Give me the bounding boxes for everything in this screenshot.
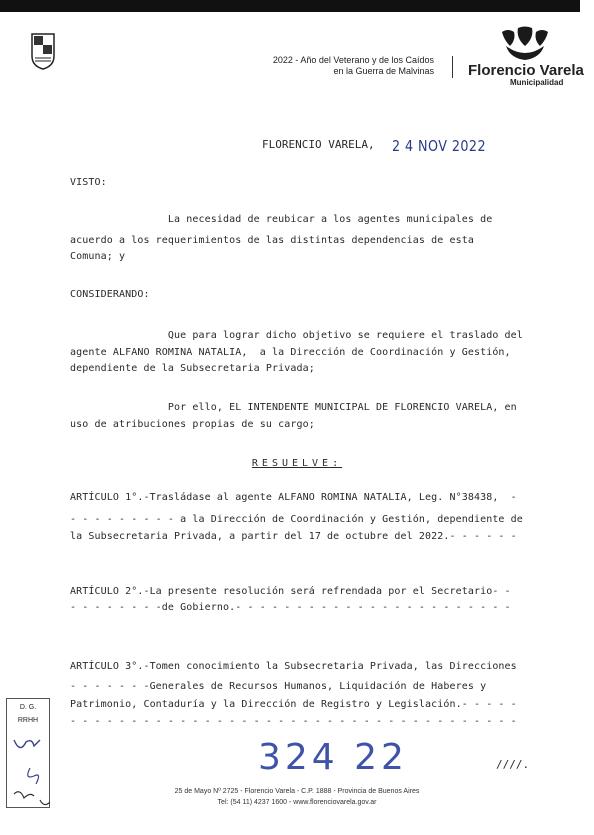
article-1-line-3: la Subsecretaria Privada, a partir del 17 de octubre del 2022.- - - - - - <box>70 531 517 542</box>
rrhh-stamp-label-1: D. G. <box>19 704 37 711</box>
por-ello-line-2: uso de atribuciones propias de su cargo; <box>70 419 315 430</box>
municipal-crest-icon <box>30 30 56 70</box>
article-3-line-4: - - - - - - - - - - - - - - - - - - - - - - - - - - - - - - - - - - - - - <box>70 716 517 727</box>
resuelve-heading-wrap <box>0 458 594 469</box>
end-slashes: ////. <box>496 758 530 771</box>
considerando-line-2: agente ALFANO ROMINA NATALIA, a la Dirección de Coordinación y Gestión, <box>70 347 511 358</box>
visto-heading: VISTO: <box>70 177 107 188</box>
resuelve-heading: RESUELVE: <box>251 458 343 469</box>
year-motto-line-1: 2022 - Año del Veterano y de los Caídos <box>272 55 434 65</box>
article-2-line-2: - - - - - - - -de Gobierno.- - - - - - - - - - - - - - - - - - - - - - - <box>70 602 511 613</box>
article-3-line-1: ARTÍCULO 3°.-Tomen conocimiento la Subsecretaria Privada, las Direcciones <box>70 661 517 672</box>
rrhh-stamp-label-2: RRHH <box>17 717 39 724</box>
date-place: FLORENCIO VARELA, <box>262 138 375 151</box>
visto-line-2: acuerdo a los requerimientos de las distintas dependencias de esta <box>70 235 474 246</box>
resolution-number-stamp: 324 22 <box>258 737 408 778</box>
article-2-line-1: ARTÍCULO 2°.-La presente resolución será refrendada por el Secretario- - <box>70 586 511 597</box>
visto-line-1: La necesidad de reubicar a los agentes municipales de <box>70 214 493 225</box>
considerando-heading: CONSIDERANDO: <box>70 289 150 300</box>
considerando-line-1: Que para lograr dicho objetivo se requiere el traslado del <box>70 330 523 341</box>
year-motto-line-2: en la Guerra de Malvinas <box>333 66 434 76</box>
footer-contact: Tel: (54 11) 4237 1600 - www.florenciovarela.gov.ar <box>217 799 377 806</box>
year-motto <box>194 55 434 77</box>
visto-line-3: Comuna; y <box>70 251 126 262</box>
por-ello-line-1: Por ello, EL INTENDENTE MUNICIPAL DE FLORENCIO VARELA, en <box>70 402 517 413</box>
footer-address: 25 de Mayo Nº 2725 - Florencio Varela - C.P. 1888 - Provincia de Buenos Aires <box>174 788 420 795</box>
article-1-line-2: - - - - - - - - - a la Dirección de Coordinación y Gestión, dependiente de <box>70 514 523 525</box>
article-3-line-3: Patrimonio, Contaduría y la Dirección de Registro y Legislación.- - - - - <box>70 699 517 710</box>
date-stamp: 2 4 NOV 2022 <box>392 137 487 155</box>
brand-name: Florencio Varela <box>468 62 584 79</box>
top-scan-bar <box>0 0 580 12</box>
header-divider <box>452 56 453 78</box>
article-3-line-2: - - - - - - -Generales de Recursos Humanos, Liquidación de Haberes y <box>70 681 487 692</box>
article-1-line-1: ARTÍCULO 1°.-Trasládase al agente ALFANO ROMINA NATALIA, Leg. N°38438, - <box>70 492 517 503</box>
brand-subtitle: Municipalidad <box>510 78 564 87</box>
considerando-line-3: dependiente de la Subsecretaria Privada; <box>70 363 315 374</box>
